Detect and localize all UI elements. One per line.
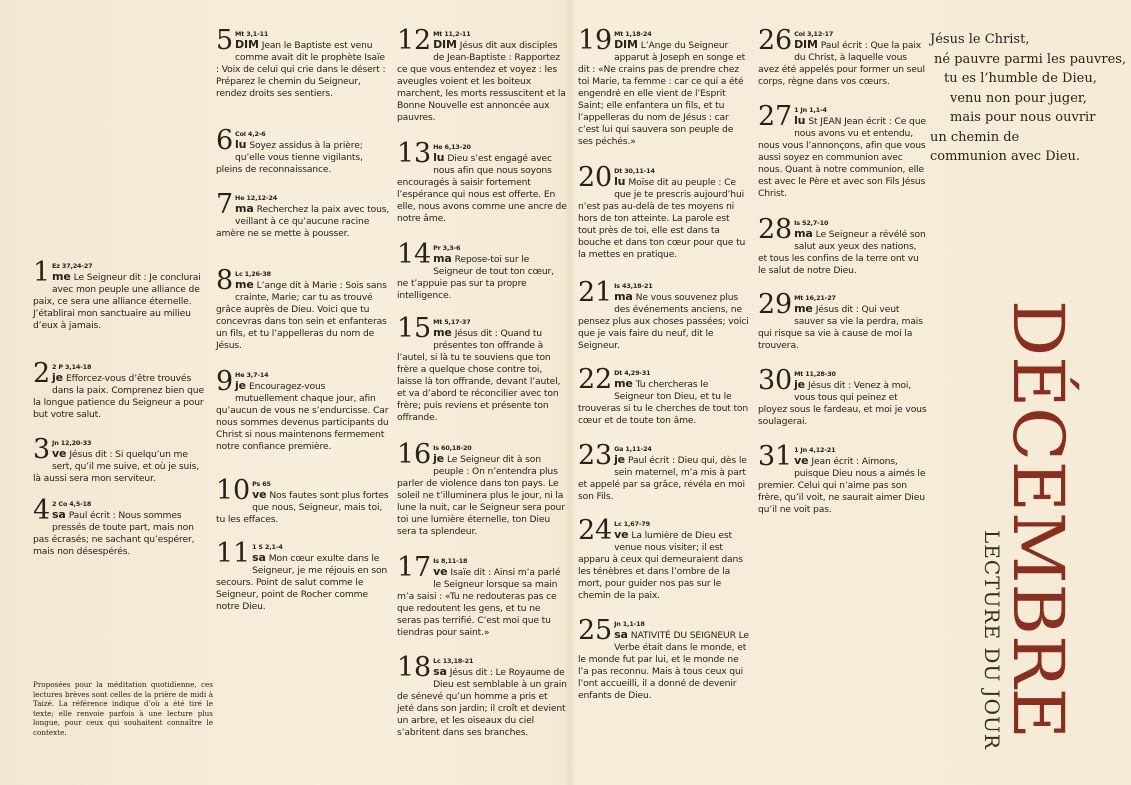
entry-1 <box>33 257 208 332</box>
poem-line: venu non pour juger, <box>950 90 1087 106</box>
weekday: sa <box>433 665 447 678</box>
reading-text: Isaïe dit : Ainsi m’a parlé le Seigneur lorsque sa main m’a saisi : «Tu ne redouteras pas ce que redoutent les gens, et tu ne seras pas terrifié. C’est moi que tu tiendras pour saint.» <box>397 567 561 638</box>
reading-text: Nos fautes sont plus fortes que nous, Seigneur, mais toi, tu les effaces. <box>216 490 389 525</box>
scripture-ref: Is 60,18-20 <box>433 444 472 452</box>
weekday: ma <box>614 290 633 303</box>
entry-16 <box>397 439 567 538</box>
entry-22 <box>578 364 750 427</box>
weekday: lu <box>614 175 626 188</box>
reading-text: Efforcez-vous d’être trouvés dans la paix. Comprenez bien que la longue patience du Seigneur a pour but votre salut. <box>33 373 204 420</box>
entry-27 <box>758 101 928 200</box>
entry-4 <box>33 495 208 558</box>
scripture-ref: Mt 1,18-24 <box>614 30 652 38</box>
reading-text: Ne vous souvenez plus des événements anciens, ne pensez plus aux choses passées; voici que je vais faire du neuf, dit le Seigneur. <box>578 292 749 351</box>
weekday: je <box>794 378 805 391</box>
entry-7 <box>216 189 390 240</box>
entry-25 <box>578 615 750 702</box>
scripture-ref: 1 Jn 4,12-21 <box>794 446 836 454</box>
scripture-ref: Ez 37,24-27 <box>52 262 93 270</box>
day-number: 10 <box>216 475 251 506</box>
entry-31 <box>758 441 928 516</box>
day-number: 12 <box>397 25 432 56</box>
entry-15 <box>397 313 567 424</box>
day-number: 9 <box>216 366 234 397</box>
scripture-ref: Mt 11,28-30 <box>794 370 836 378</box>
scripture-ref: 2 P 3,14-18 <box>52 363 92 371</box>
scripture-ref: Pr 3,3-6 <box>433 244 461 252</box>
day-number: 11 <box>216 538 251 569</box>
weekday: je <box>52 371 63 384</box>
weekday: sa <box>614 628 628 641</box>
bleed-through-text <box>33 20 208 235</box>
entry-14 <box>397 239 567 302</box>
day-number: 28 <box>758 214 793 245</box>
reading-text: L’Ange du Seigneur apparut à Joseph en songe et dit : «Ne crains pas de prendre chez toi Marie, ta femme : car ce qui a été engendré en elle vient de l’Esprit Saint; elle enfantera un fils, et tu l’appelleras du nom de Jésus : car c’est lui qui sauvera son peuple de ses péchés.» <box>578 40 746 147</box>
entry-26 <box>758 25 928 88</box>
reading-text: Jésus dit : Quand tu présentes ton offrande à l’autel, si là tu te souviens que ton frère a quelque chose contre toi, laisse là ton offrande, devant l’autel, et va d’abord te réconcilier avec ton frère; puis reviens et présente ton offrande. <box>397 328 561 423</box>
scripture-ref: Is 43,18-21 <box>614 282 653 290</box>
weekday: DIM <box>794 38 818 51</box>
day-number: 25 <box>578 615 613 646</box>
reading-text: Soyez assidus à la prière; qu’elle vous tienne vigilants, pleins de reconnaissance. <box>216 140 363 175</box>
weekday: ve <box>433 565 448 578</box>
day-number: 3 <box>33 434 51 465</box>
scripture-ref: Dt 4,29-31 <box>614 369 651 377</box>
poem-line: un chemin de <box>930 129 1020 145</box>
day-number: 20 <box>578 162 613 193</box>
poem-line: Jésus le Christ, <box>930 32 1030 47</box>
scripture-ref: Mt 3,1-11 <box>235 30 269 38</box>
reading-text: Repose-toi sur le Seigneur de tout ton cœur, ne t’appuie pas sur ta propre intelligence. <box>397 254 554 301</box>
day-number: 6 <box>216 125 234 156</box>
reading-text: Recherchez la paix avec tous, veillant à ce qu’aucune racine amère ne se mette à pousser. <box>216 204 390 239</box>
reading-text: Le Seigneur dit : Je conclurai avec mon peuple une alliance de paix, ce sera une alliance éternelle. J’établirai mon sanctuaire au milieu d’eux à jamais. <box>33 272 201 331</box>
weekday: je <box>614 453 625 466</box>
scripture-ref: Is 8,11-18 <box>433 557 468 565</box>
day-number: 1 <box>33 257 51 288</box>
reading-text: Jésus dit : Si quelqu’un me sert, qu’il me suive, et où je suis, là aussi sera mon serviteur. <box>33 449 200 484</box>
day-number: 30 <box>758 365 793 396</box>
day-number: 7 <box>216 189 234 220</box>
weekday: ma <box>794 227 813 240</box>
weekday: me <box>433 326 452 339</box>
day-number: 8 <box>216 265 234 296</box>
weekday: lu <box>794 114 806 127</box>
day-number: 15 <box>397 313 432 344</box>
entry-12 <box>397 25 567 124</box>
scripture-ref: 1 Jn 1,1-4 <box>794 106 827 114</box>
day-number: 13 <box>397 138 432 169</box>
weekday: me <box>794 302 813 315</box>
entry-20 <box>578 162 750 261</box>
day-number: 2 <box>33 358 51 389</box>
weekday: ve <box>52 447 67 460</box>
weekday: me <box>52 270 71 283</box>
day-number: 27 <box>758 101 793 132</box>
entry-29 <box>758 289 928 352</box>
reading-text: Jean écrit : Aimons, puisque Dieu nous a aimés le premier. Celui qui n’aime pas son frère, qu’il voit, ne saurait aimer Dieu qu’il ne voit pas. <box>758 456 926 515</box>
poem-line: né pauvre parmi les pauvres, <box>934 51 1127 67</box>
weekday: ma <box>433 252 452 265</box>
reading-text: Encouragez-vous mutuellement chaque jour, afin qu’aucun de vous ne s’endurcisse. Car nous sommes devenus participants du Christ si nous maintenons fermement notre confiance première. <box>216 381 389 452</box>
prayer-poem <box>930 30 1127 167</box>
day-number: 22 <box>578 364 613 395</box>
weekday: ma <box>235 202 254 215</box>
month-subtitle: LECTURE DU JOUR <box>980 530 1004 750</box>
entry-17 <box>397 552 567 639</box>
weekday: DIM <box>614 38 638 51</box>
intro-note: Proposées pour la méditation quotidienne, ces lectures brèves sont celles de la prière de midi à Taizé. La référence indique d’où a été tiré le texte; elle renvoie parfois à une lecture plus longue, pour ceux qui souhaitent connaître le contexte. <box>33 680 213 737</box>
scripture-ref: 2 Co 4,5-18 <box>52 500 92 508</box>
scripture-ref: Mt 16,21-27 <box>794 294 836 302</box>
poem-line: mais pour nous ouvrir <box>950 110 1096 125</box>
reading-text: Le Seigneur dit à son peuple : On n’entendra plus parler de violence dans ton pays. Le soleil ne t’illuminera plus le jour, ni la lune la nuit, car le Seigneur sera pour toi une lumière éternelle, ton Dieu sera ta splendeur. <box>397 454 565 537</box>
scripture-ref: Jn 1,1-18 <box>614 620 645 628</box>
entry-6 <box>216 125 390 176</box>
reading-text: Mon cœur exulte dans le Seigneur, je me réjouis en son secours. Point de salut comme le Seigneur, point de Rocher comme notre Dieu. <box>216 553 388 612</box>
entry-23 <box>578 440 750 503</box>
day-number: 5 <box>216 25 234 56</box>
entry-9 <box>216 366 390 453</box>
reading-text: Paul écrit : Nous sommes pressés de toute part, mais non pas écrasés; ne sachant qu’espérer, mais non désespérés. <box>33 510 195 557</box>
scripture-ref: Is 52,7-10 <box>794 219 829 227</box>
reading-text: Jésus dit aux disciples de Jean-Baptiste : Rapportez ce que vous entendez et voyez : les aveugles voient et les boiteux marchent, les morts ressuscitent et la Bonne Nouvelle est annoncée aux pauvres. <box>397 40 566 123</box>
weekday: DIM <box>433 38 457 51</box>
scripture-ref: He 3,7-14 <box>235 371 269 379</box>
scripture-ref: Jn 12,20-33 <box>52 439 92 447</box>
reading-text: Paul écrit : Que la paix du Christ, à laquelle vous avez été appelés pour former un seul corps, règne dans vos cœurs. <box>758 40 925 87</box>
scripture-ref: Lc 1,67-79 <box>614 520 650 528</box>
entry-5 <box>216 25 390 100</box>
day-number: 21 <box>578 277 613 308</box>
day-number: 16 <box>397 439 432 470</box>
entry-18 <box>397 652 567 739</box>
entry-19 <box>578 25 750 148</box>
entry-8 <box>216 265 390 352</box>
scripture-ref: He 12,12-24 <box>235 194 278 202</box>
day-number: 31 <box>758 441 793 472</box>
day-number: 18 <box>397 652 432 683</box>
weekday: ve <box>252 488 267 501</box>
weekday: sa <box>52 508 66 521</box>
entry-2 <box>33 358 208 421</box>
day-number: 23 <box>578 440 613 471</box>
reading-text: Jésus dit : Qui veut sauver sa vie la perdra, mais qui risque sa vie à cause de moi la trouvera. <box>758 304 923 351</box>
reading-text: Moïse dit au peuple : Ce que je te prescris aujourd’hui n’est pas au-delà de tes moyens ni hors de ton atteinte. La parole est tout près de toi, elle est dans ta bouche et dans ton cœur pour que tu la mettes en pratique. <box>578 177 746 260</box>
scripture-ref: Mt 5,17-37 <box>433 318 471 326</box>
weekday: ve <box>614 528 629 541</box>
scripture-ref: Dt 30,11-14 <box>614 167 655 175</box>
weekday: me <box>614 377 633 390</box>
day-number: 19 <box>578 25 613 56</box>
poem-line: communion avec Dieu. <box>930 149 1080 164</box>
reading-text: Jean le Baptiste est venu comme avait dit le prophète Isaïe : Voix de celui qui crie dans le désert : Préparez le chemin du Seigneur, rendez droits ses sentiers. <box>216 40 386 99</box>
weekday: je <box>433 452 444 465</box>
weekday: lu <box>433 151 445 164</box>
scripture-ref: 1 S 2,1-4 <box>252 543 283 551</box>
weekday: ve <box>794 454 809 467</box>
entry-30 <box>758 365 928 428</box>
day-number: 14 <box>397 239 432 270</box>
entry-24 <box>578 515 750 602</box>
day-number: 26 <box>758 25 793 56</box>
entry-10 <box>216 475 390 526</box>
poem-line: tu es l’humble de Dieu, <box>944 71 1097 86</box>
reading-text: La lumière de Dieu est venue nous visiter; il est apparu à ceux qui demeuraient dans les ténèbres et dans l’ombre de la mort, pour guider nos pas sur le chemin de la paix. <box>578 530 743 601</box>
weekday: DIM <box>235 38 259 51</box>
reading-text: L’ange dit à Marie : Sois sans crainte, Marie; car tu as trouvé grâce auprès de Dieu. Voici que tu concevras dans ton sein et enfanteras un fils, et tu l’appelleras du nom de Jésus. <box>216 280 387 351</box>
scripture-ref: Ga 1,11-24 <box>614 445 652 453</box>
day-number: 4 <box>33 495 51 526</box>
entry-3 <box>33 434 208 485</box>
entry-28 <box>758 214 928 277</box>
entry-13 <box>397 138 567 225</box>
weekday: me <box>235 278 254 291</box>
day-number: 24 <box>578 515 613 546</box>
reading-text: St JEAN Jean écrit : Ce que nous avons vu et entendu, nous vous l’annonçons, afin que vous aussi soyez en communion avec nous. Quant à notre communion, elle est avec le Père et avec son Fils Jésus Christ. <box>758 116 926 199</box>
reading-text: Tu chercheras le Seigneur ton Dieu, et tu le trouveras si tu le cherches de tout ton cœur et de toute ton âme. <box>578 379 749 426</box>
entry-11 <box>216 538 390 613</box>
reading-text: Paul écrit : Dieu qui, dès le sein maternel, m’a mis à part et appelé par sa grâce, révéla en moi son Fils. <box>578 455 747 502</box>
scripture-ref: Ps 65 <box>252 480 271 488</box>
reading-text: Jésus dit : Le Royaume de Dieu est semblable à un grain de sénevé qu’un homme a pris et jeté dans son jardin; il croît et devient un arbre, et les oiseaux du ciel s’abritent dans ses branches. <box>397 667 567 738</box>
weekday: lu <box>235 138 247 151</box>
scripture-ref: Mt 11,2-11 <box>433 30 471 38</box>
day-number: 17 <box>397 552 432 583</box>
weekday: sa <box>252 551 266 564</box>
scripture-ref: Col 3,12-17 <box>794 30 834 38</box>
reading-text: NATIVITÉ DU SEIGNEUR Le Verbe était dans le monde, et le monde fut par lui, et le monde ne l’a pas reconnu. Mais à tous ceux qui l’ont accueilli, il a donné de devenir enfants de Dieu. <box>578 630 749 701</box>
entry-21 <box>578 277 750 352</box>
weekday: je <box>235 379 246 392</box>
reading-text: Dieu s’est engagé avec nous afin que nous soyons encouragés à saisir fortement l’espérance qui nous est offerte. En elle, nous avons comme une ancre de notre âme. <box>397 153 567 224</box>
month-title: DÉCEMBRE <box>997 300 1079 739</box>
scripture-ref: Lc 1,26-38 <box>235 270 271 278</box>
reading-text: Le Seigneur a révélé son salut aux yeux des nations, et tous les confins de la terre ont vu le salut de notre Dieu. <box>758 229 926 276</box>
scripture-ref: Col 4,2-6 <box>235 130 266 138</box>
scripture-ref: Lc 13,18-21 <box>433 657 474 665</box>
day-number: 29 <box>758 289 793 320</box>
scripture-ref: He 6,13-20 <box>433 143 471 151</box>
reading-text: Jésus dit : Venez à moi, vous tous qui peinez et ployez sous le fardeau, et moi je vous soulagerai. <box>758 380 927 427</box>
